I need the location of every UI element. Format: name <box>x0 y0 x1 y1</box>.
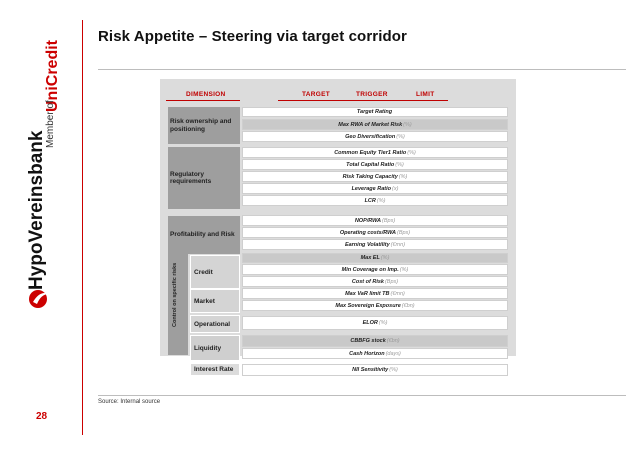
category-control-specific <box>168 253 188 355</box>
metric-label: Max EL <box>360 255 380 261</box>
footer-divider <box>98 395 626 396</box>
metric-unit: (x) <box>392 185 399 192</box>
title-divider <box>98 69 626 70</box>
category-profitability: Profitability and Risk <box>168 216 240 254</box>
metric-unit: (%) <box>403 121 412 128</box>
metric-row <box>242 195 508 206</box>
header-dimension: DIMENSION <box>186 91 226 98</box>
metric-label: Earning Volatility <box>344 241 390 248</box>
subcategory-credit: Credit <box>190 255 240 289</box>
metric-unit: (€mn) <box>390 241 406 248</box>
brand-divider <box>82 20 83 435</box>
header-trigger: TRIGGER <box>356 91 388 98</box>
metric-row <box>242 253 508 263</box>
metric-unit: (Bps) <box>384 278 399 285</box>
metric-label: Operating costs/RWA <box>339 229 396 236</box>
metric-unit: (%) <box>395 161 404 168</box>
header-target: TARGET <box>302 91 331 98</box>
metric-unit: (%) <box>380 255 390 261</box>
header-underline-metrics <box>278 100 448 101</box>
source-note: Source: Internal source <box>98 399 161 405</box>
metric-row <box>242 215 508 226</box>
hypovereinsbank-name: HypoVereinsbank <box>26 130 47 290</box>
subcategory-market: Market <box>190 289 240 313</box>
metric-row <box>242 147 508 158</box>
metric-label: Target Rating <box>356 109 393 115</box>
metric-row <box>242 364 508 376</box>
hvb-emblem-icon <box>27 288 55 310</box>
metric-label: Risk Taking Capacity <box>342 173 398 180</box>
metric-label: CBBFG stock <box>350 338 386 344</box>
subcategory-operational: Operational <box>190 315 240 333</box>
metric-label: Cash Horizon <box>349 350 385 357</box>
metric-label: ELOR <box>362 320 378 326</box>
metric-unit: (days) <box>385 350 401 357</box>
page-number: 28 <box>36 411 48 422</box>
metric-row <box>242 335 508 347</box>
metric-row <box>242 264 508 275</box>
metric-row <box>242 239 508 250</box>
metric-label: Min Coverage on Imp. <box>341 266 399 273</box>
metric-row <box>242 183 508 194</box>
category-regulatory: Regulatory requirements <box>168 147 240 209</box>
metric-label: Common Equity Tier1 Ratio <box>334 149 407 156</box>
metric-unit: (Bps) <box>397 229 411 236</box>
metric-label: Total Capital Ratio <box>346 161 395 168</box>
metric-row <box>242 276 508 287</box>
metric-label: Max RWA of Market Risk <box>338 121 403 128</box>
subcategory-liquidity: Liquidity <box>190 335 240 361</box>
metric-unit: (%) <box>398 173 408 180</box>
header-underline-dimension <box>166 100 240 101</box>
metric-row <box>242 288 508 299</box>
metric-label: NII Sensitivity <box>352 367 389 373</box>
subcategory-interest-rate: Interest Rate <box>190 363 240 376</box>
metric-row <box>242 119 508 130</box>
metric-row <box>242 300 508 311</box>
metric-label: Max Sovereign Exposure <box>335 302 401 309</box>
metric-row <box>242 316 508 330</box>
metric-label: Geo Diversification <box>345 133 396 140</box>
metric-unit: (%) <box>378 320 388 326</box>
metric-unit: (€mn) <box>390 290 405 297</box>
metric-row <box>242 171 508 182</box>
metric-row <box>242 107 508 117</box>
metric-unit: (%) <box>407 149 416 156</box>
metric-unit: (€bn) <box>401 302 415 309</box>
metric-unit: (%) <box>376 197 386 204</box>
metric-label: Cost of Risk <box>351 278 384 285</box>
metric-row <box>242 159 508 170</box>
header-limit: LIMIT <box>416 91 435 98</box>
page-title: Risk Appetite – Steering via target corridor <box>98 28 407 45</box>
metric-label: Leverage Ratio <box>351 185 391 192</box>
metric-unit: (%) <box>399 266 409 273</box>
brand-strip <box>0 0 78 451</box>
metric-row <box>242 131 508 142</box>
metric-label: LCR <box>364 197 376 204</box>
hypovereinsbank-logo <box>26 131 48 290</box>
metric-unit: (%) <box>389 367 398 373</box>
metric-label: NOP/RWA <box>354 217 382 224</box>
metric-label: Max VaR limit TB <box>345 290 390 297</box>
member-of-label: Member of <box>45 100 56 148</box>
unicredit-name: UniCredit <box>44 40 61 112</box>
metric-row <box>242 227 508 238</box>
metric-row <box>242 348 508 359</box>
metric-unit: (Bps) <box>382 217 396 224</box>
metric-unit: (€bn) <box>386 338 400 344</box>
metric-unit: (%) <box>396 133 405 140</box>
category-risk-ownership: Risk ownership and positioning <box>168 107 240 144</box>
category-control-specific-label: Control on specific risks <box>172 262 178 327</box>
